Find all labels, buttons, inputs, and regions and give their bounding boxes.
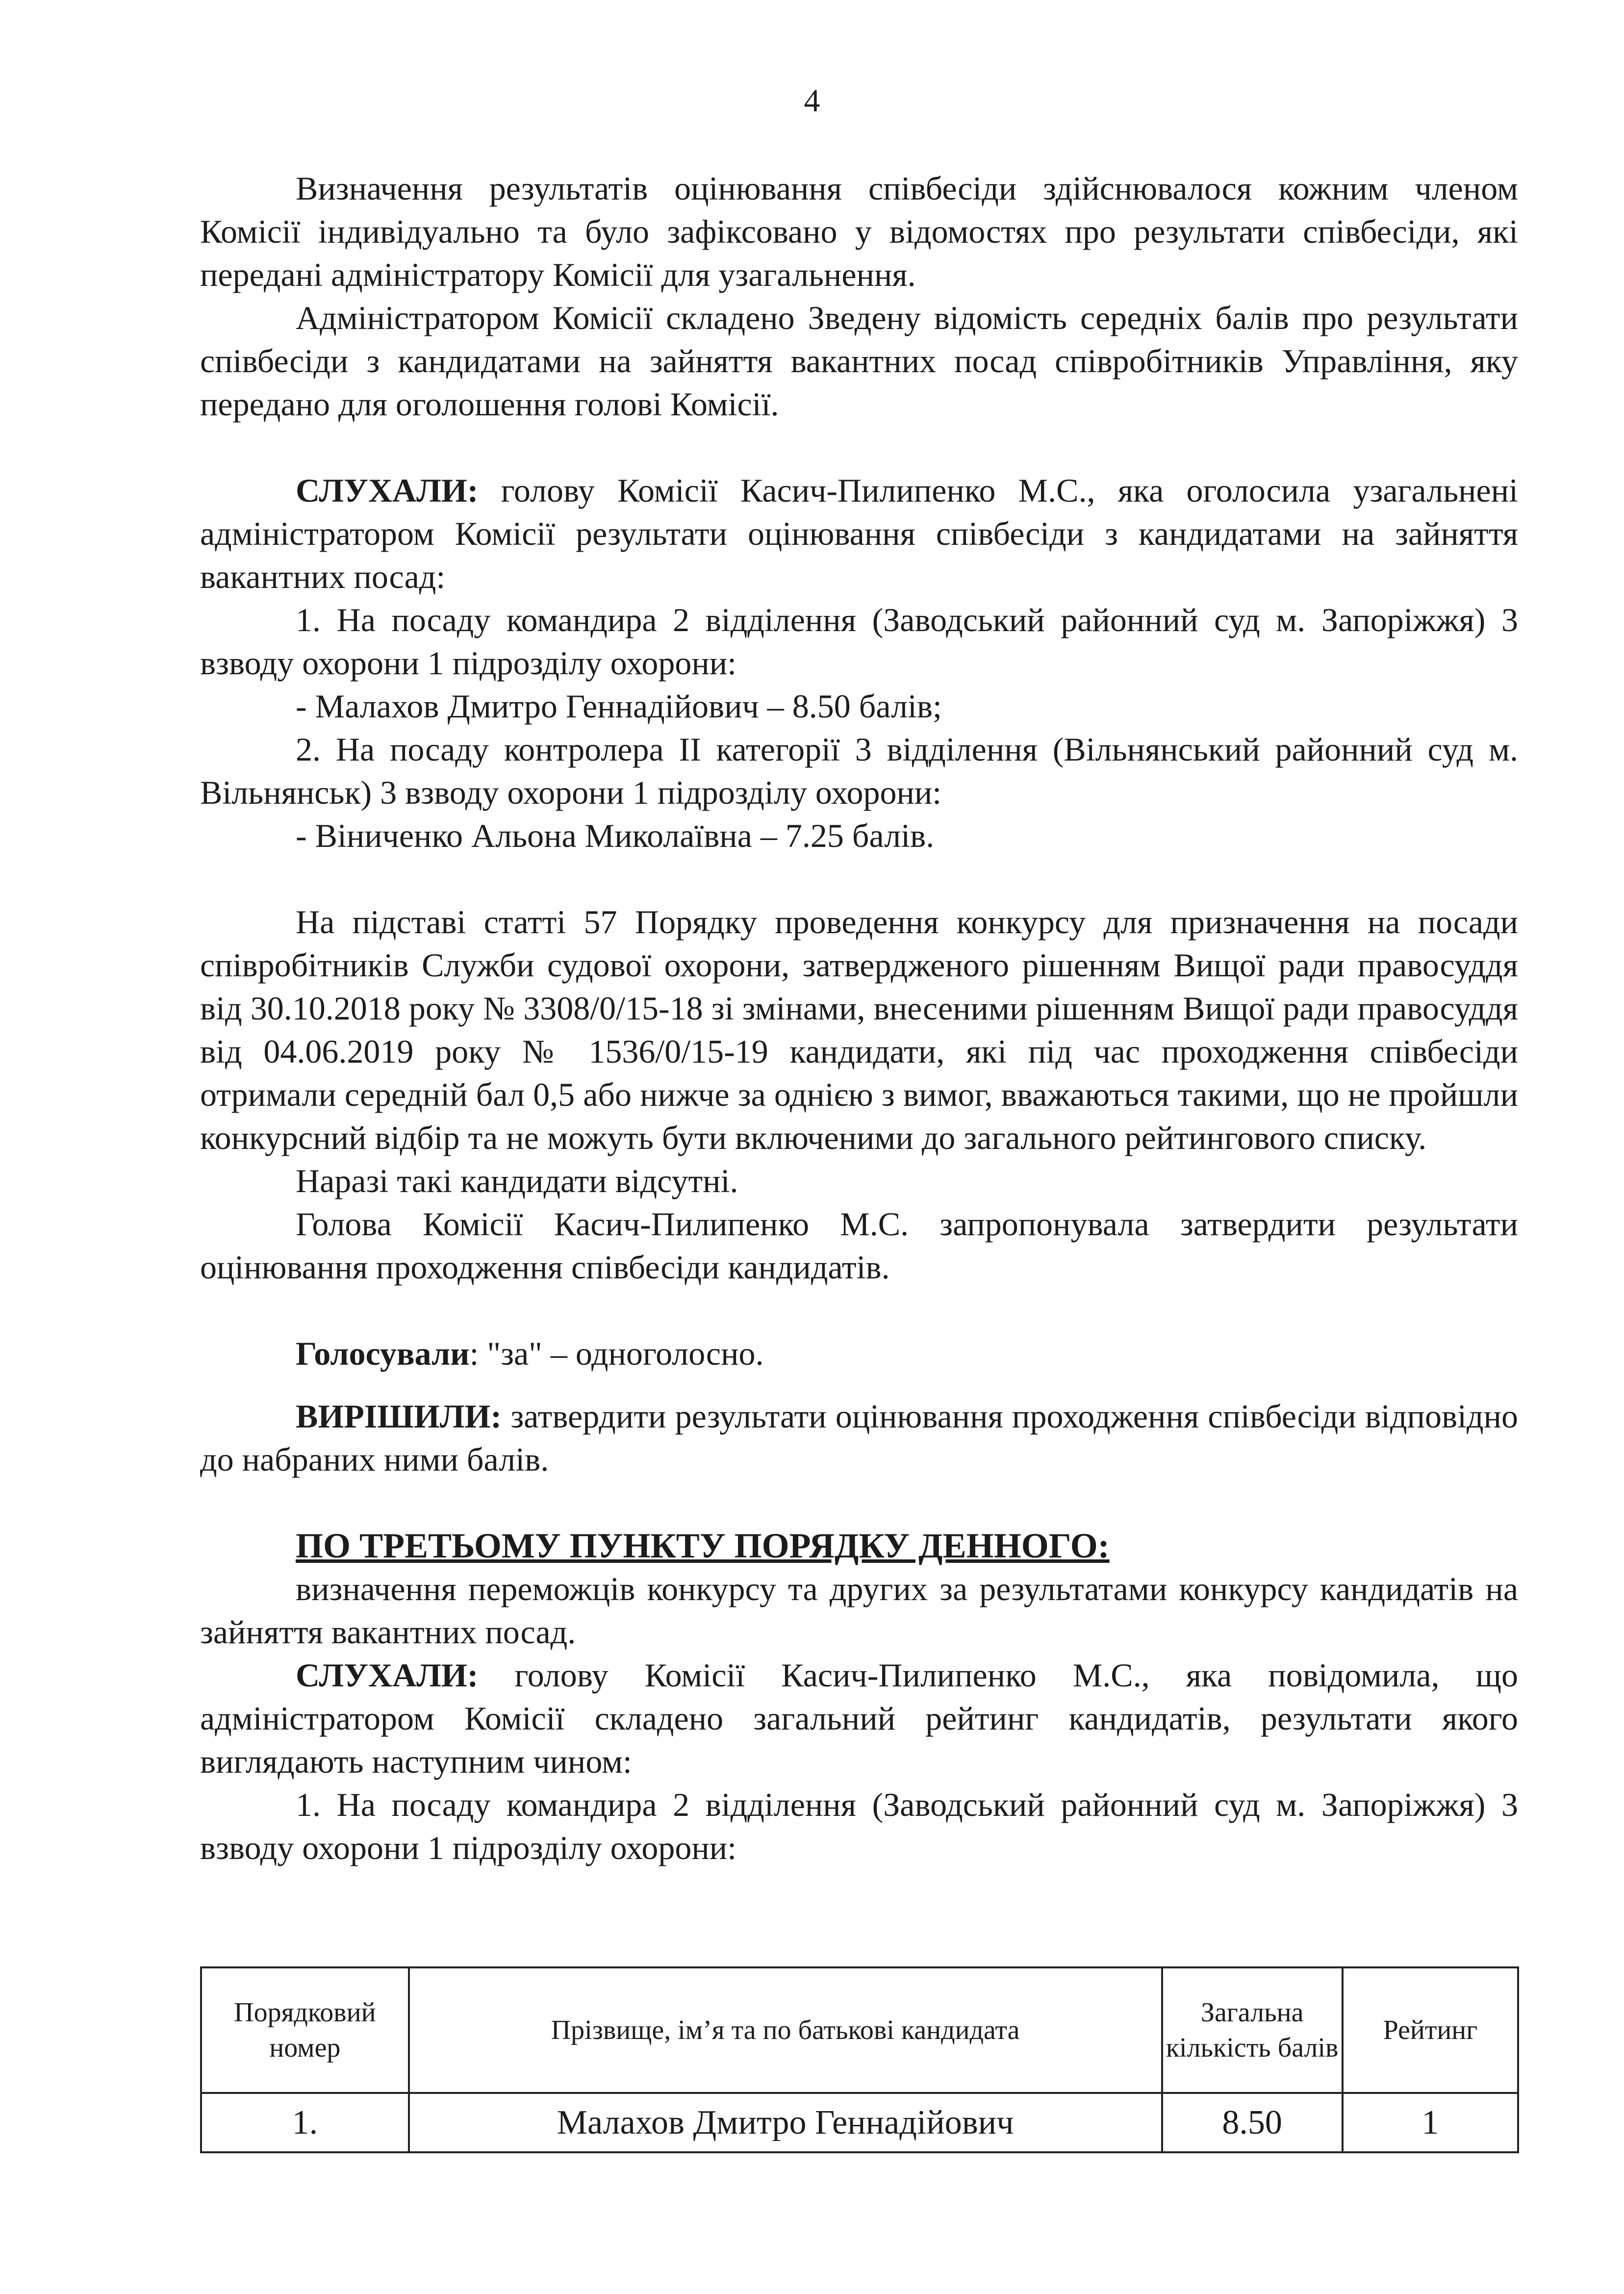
decided-label: ВИРІШИЛИ: [296,1398,502,1435]
list-item-candidate-2: - Віниченко Альона Миколаївна – 7.25 балів. [296,817,935,854]
cell-total-score: 8.50 [1162,2093,1343,2152]
section-heading-third-item: ПО ТРЕТЬОМУ ПУНКТУ ПОРЯДКУ ДЕННОГО: [296,1526,1110,1565]
cell-order-number: 1. [201,2093,409,2152]
paragraph-summary-sheet: Адміністратором Комісії складено Зведену відомість середніх балів про результати співбесіди з кандидатами на зайняття вакантних посад співробітників Управління, яку передано для оголошення голові Комісії. [200,299,1518,423]
cell-rating: 1 [1343,2093,1518,2152]
paragraph-heard-rating [200,1654,1518,1783]
header-candidate-name: Прізвище, ім’я та по батькові кандидата [409,1967,1162,2093]
decided-text: затвердити результати оцінювання проходження співбесіди відповідно до набраних ними балів. [200,1398,1518,1478]
paragraph-heard-results [200,469,1518,598]
page-number: 4 [804,83,820,119]
list-item-position-1: 1. На посаду командира 2 відділення (Заводський районний суд м. Запоріжжя) 3 взводу охорони 1 підрозділу охорони: [200,601,1518,682]
list-item-position-rating: 1. На посаду командира 2 відділення (Заводський районний суд м. Запоріжжя) 3 взводу охорони 1 підрозділу охорони: [200,1786,1518,1866]
heard-label-2: СЛУХАЛИ: [296,1657,479,1694]
cell-candidate-name: Малахов Дмитро Геннадійович [409,2093,1162,2152]
heard-text-2: голову Комісії Касич-Пилипенко М.С., яка повідомила, що адміністратором Комісії складено загальний рейтинг кандидатів, результати якого виглядають наступним чином: [200,1657,1518,1780]
paragraph-chair-proposal: Голова Комісії Касич-Пилипенко М.С. запропонувала затвердити результати оцінювання проходження співбесіди кандидатів. [200,1205,1518,1286]
paragraph-third-item-subject: визначення переможців конкурсу та других за результатами конкурсу кандидатів на зайняття вакантних посад. [200,1570,1518,1651]
table-row [201,2093,1518,2152]
heard-text: голову Комісії Касич-Пилипенко М.С., яка оголосила узагальнені адміністратором Комісії результати оцінювання співбесіди з кандидатами на зайняття вакантних посад: [200,472,1518,595]
list-item-candidate-1: - Малахов Дмитро Геннадійович – 8.50 балів; [296,688,942,725]
header-rating: Рейтинг [1343,1967,1518,2093]
paragraph-voted [200,1332,1518,1375]
rating-table [200,1966,1519,2153]
document-body [200,167,1518,1869]
table-header-row [201,1967,1518,2093]
heard-label: СЛУХАЛИ: [296,472,479,509]
voted-label: Голосували [296,1335,470,1372]
voted-text: : "за" – одноголосно. [469,1335,764,1372]
header-order-number: Порядковий номер [201,1967,409,2093]
header-total-score: Загальна кількість балів [1162,1967,1343,2093]
paragraph-article-57: На підставі статті 57 Порядку проведення конкурсу для призначення на посади співробітників Служби судової охорони, затвердженого рішенням Вищої ради правосуддя від 30.10.2018 року № 3308/0/15-18 зі змінами, внесеними рішенням Вищої ради правосуддя від 04.06.2019 року № 1536/0/15-19 кандидати, які під час проходження співбесіди отримали середній бал 0,5 або нижче за однією з вимог, вважаються такими, що не пройшли конкурсний відбір та не можуть бути включеними до загального рейтингового списку. [200,903,1518,1156]
list-item-position-2: 2. На посаду контролера ІІ категорії 3 відділення (Вільнянський районний суд м. Вільнянськ) 3 взводу охорони 1 підрозділу охорони: [200,731,1518,811]
paragraph-no-candidates: Наразі такі кандидати відсутні. [296,1162,738,1199]
paragraph-decided [200,1395,1518,1481]
paragraph-evaluation-procedure: Визначення результатів оцінювання співбесіди здійснювалося кожним членом Комісії індивідуально та було зафіксовано у відомостях про результати співбесіди, які передані адміністратору Комісії для узагальнення. [200,170,1518,293]
